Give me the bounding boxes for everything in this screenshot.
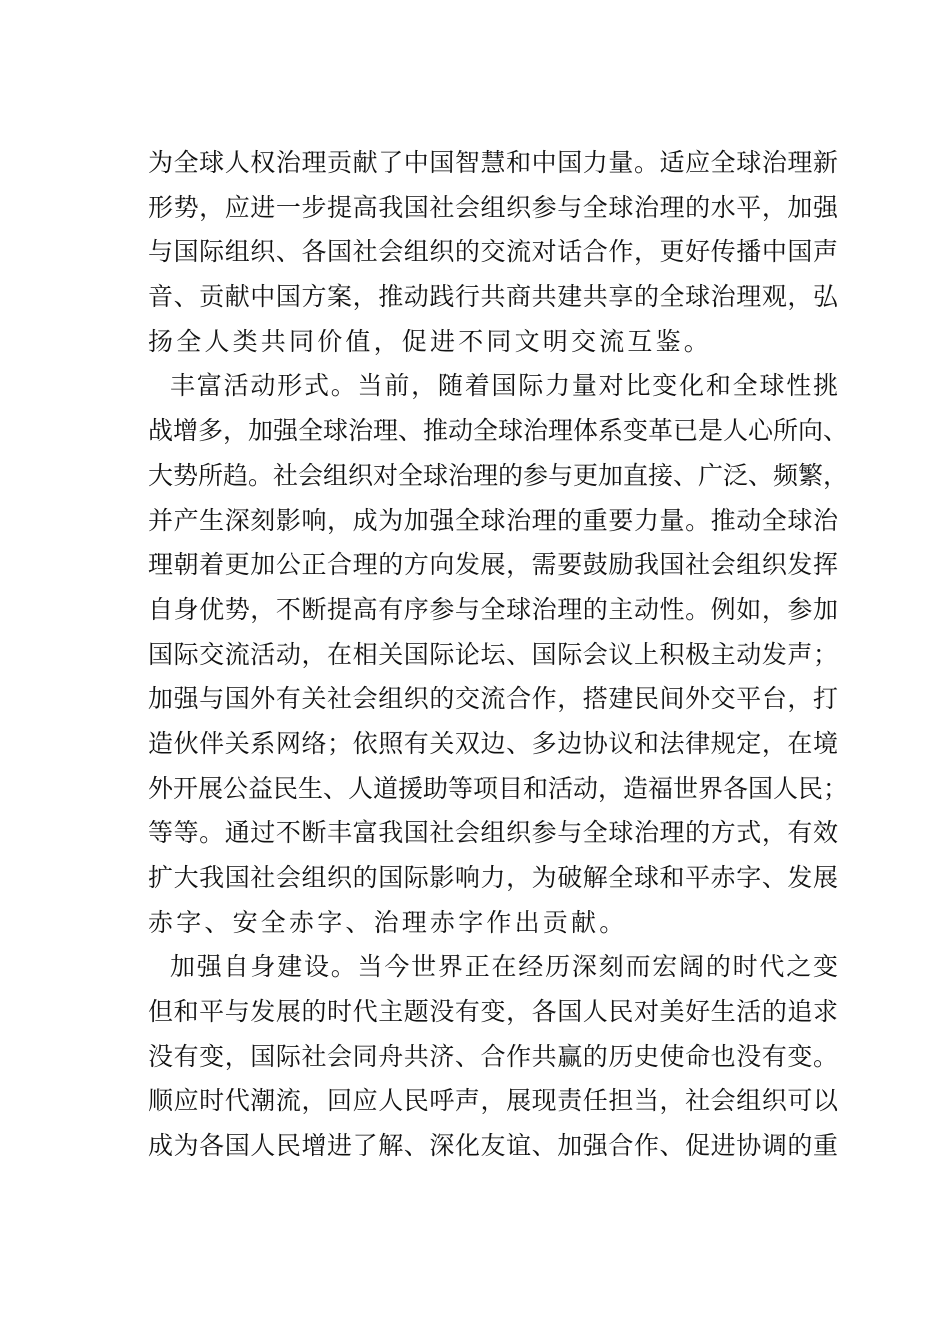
text-line: 并产生深刻影响，成为加强全球治理的重要力量。推动全球治 [148, 505, 838, 535]
paragraph-3 [148, 945, 838, 1168]
paragraph-2 [148, 364, 849, 945]
text-line: 外开展公益民生、人道援助等项目和活动，造福世界各国人民； [148, 773, 849, 803]
text-line: 丰富活动形式。当前，随着国际力量对比变化和全球性挑 [170, 371, 838, 401]
text-line: 音、贡献中国方案，推动践行共商共建共享的全球治理观，弘 [148, 282, 838, 312]
text-line: 自身优势，不断提高有序参与全球治理的主动性。例如，参加 [148, 594, 838, 624]
paragraph-1 [148, 141, 838, 364]
text-line: 成为各国人民增进了解、深化友谊、加强合作、促进协调的重 [148, 1131, 838, 1161]
text-line: 与国际组织、各国社会组织的交流对话合作，更好传播中国声 [148, 237, 838, 267]
text-line: 没有变，国际社会同舟共济、合作共赢的历史使命也没有变。 [148, 1041, 838, 1071]
text-line: 形势，应进一步提高我国社会组织参与全球治理的水平，加强 [148, 192, 838, 222]
body-text [148, 141, 849, 1169]
text-line: 扬全人类共同价值，促进不同文明交流互鉴。 [148, 326, 713, 356]
text-line: 扩大我国社会组织的国际影响力，为破解全球和平赤字、发展 [148, 863, 838, 892]
text-line: 加强与国外有关社会组织的交流合作，搭建民间外交平台，打 [148, 684, 838, 714]
text-line: 大势所趋。社会组织对全球治理的参与更加直接、广泛、频繁， [148, 460, 849, 490]
text-line: 顺应时代潮流，回应人民呼声，展现责任担当，社会组织可以 [148, 1086, 838, 1116]
text-line: 国际交流活动，在相关国际论坛、国际会议上积极主动发声； [148, 639, 838, 669]
text-line: 为全球人权治理贡献了中国智慧和中国力量。适应全球治理新 [148, 148, 838, 177]
text-line: 战增多，加强全球治理、推动全球治理体系变革已是人心所向、 [148, 416, 849, 446]
text-line: 赤字、安全赤字、治理赤字作出贡献。 [148, 907, 628, 937]
text-line: 但和平与发展的时代主题没有变，各国人民对美好生活的追求 [148, 997, 838, 1027]
text-line: 加强自身建设。当今世界正在经历深刻而宏阔的时代之变 [170, 952, 838, 982]
text-line: 造伙伴关系网络；依照有关双边、多边协议和法律规定，在境 [148, 728, 838, 758]
text-line: 理朝着更加公正合理的方向发展，需要鼓励我国社会组织发挥 [148, 550, 838, 580]
text-line: 等等。通过不断丰富我国社会组织参与全球治理的方式，有效 [148, 818, 838, 848]
